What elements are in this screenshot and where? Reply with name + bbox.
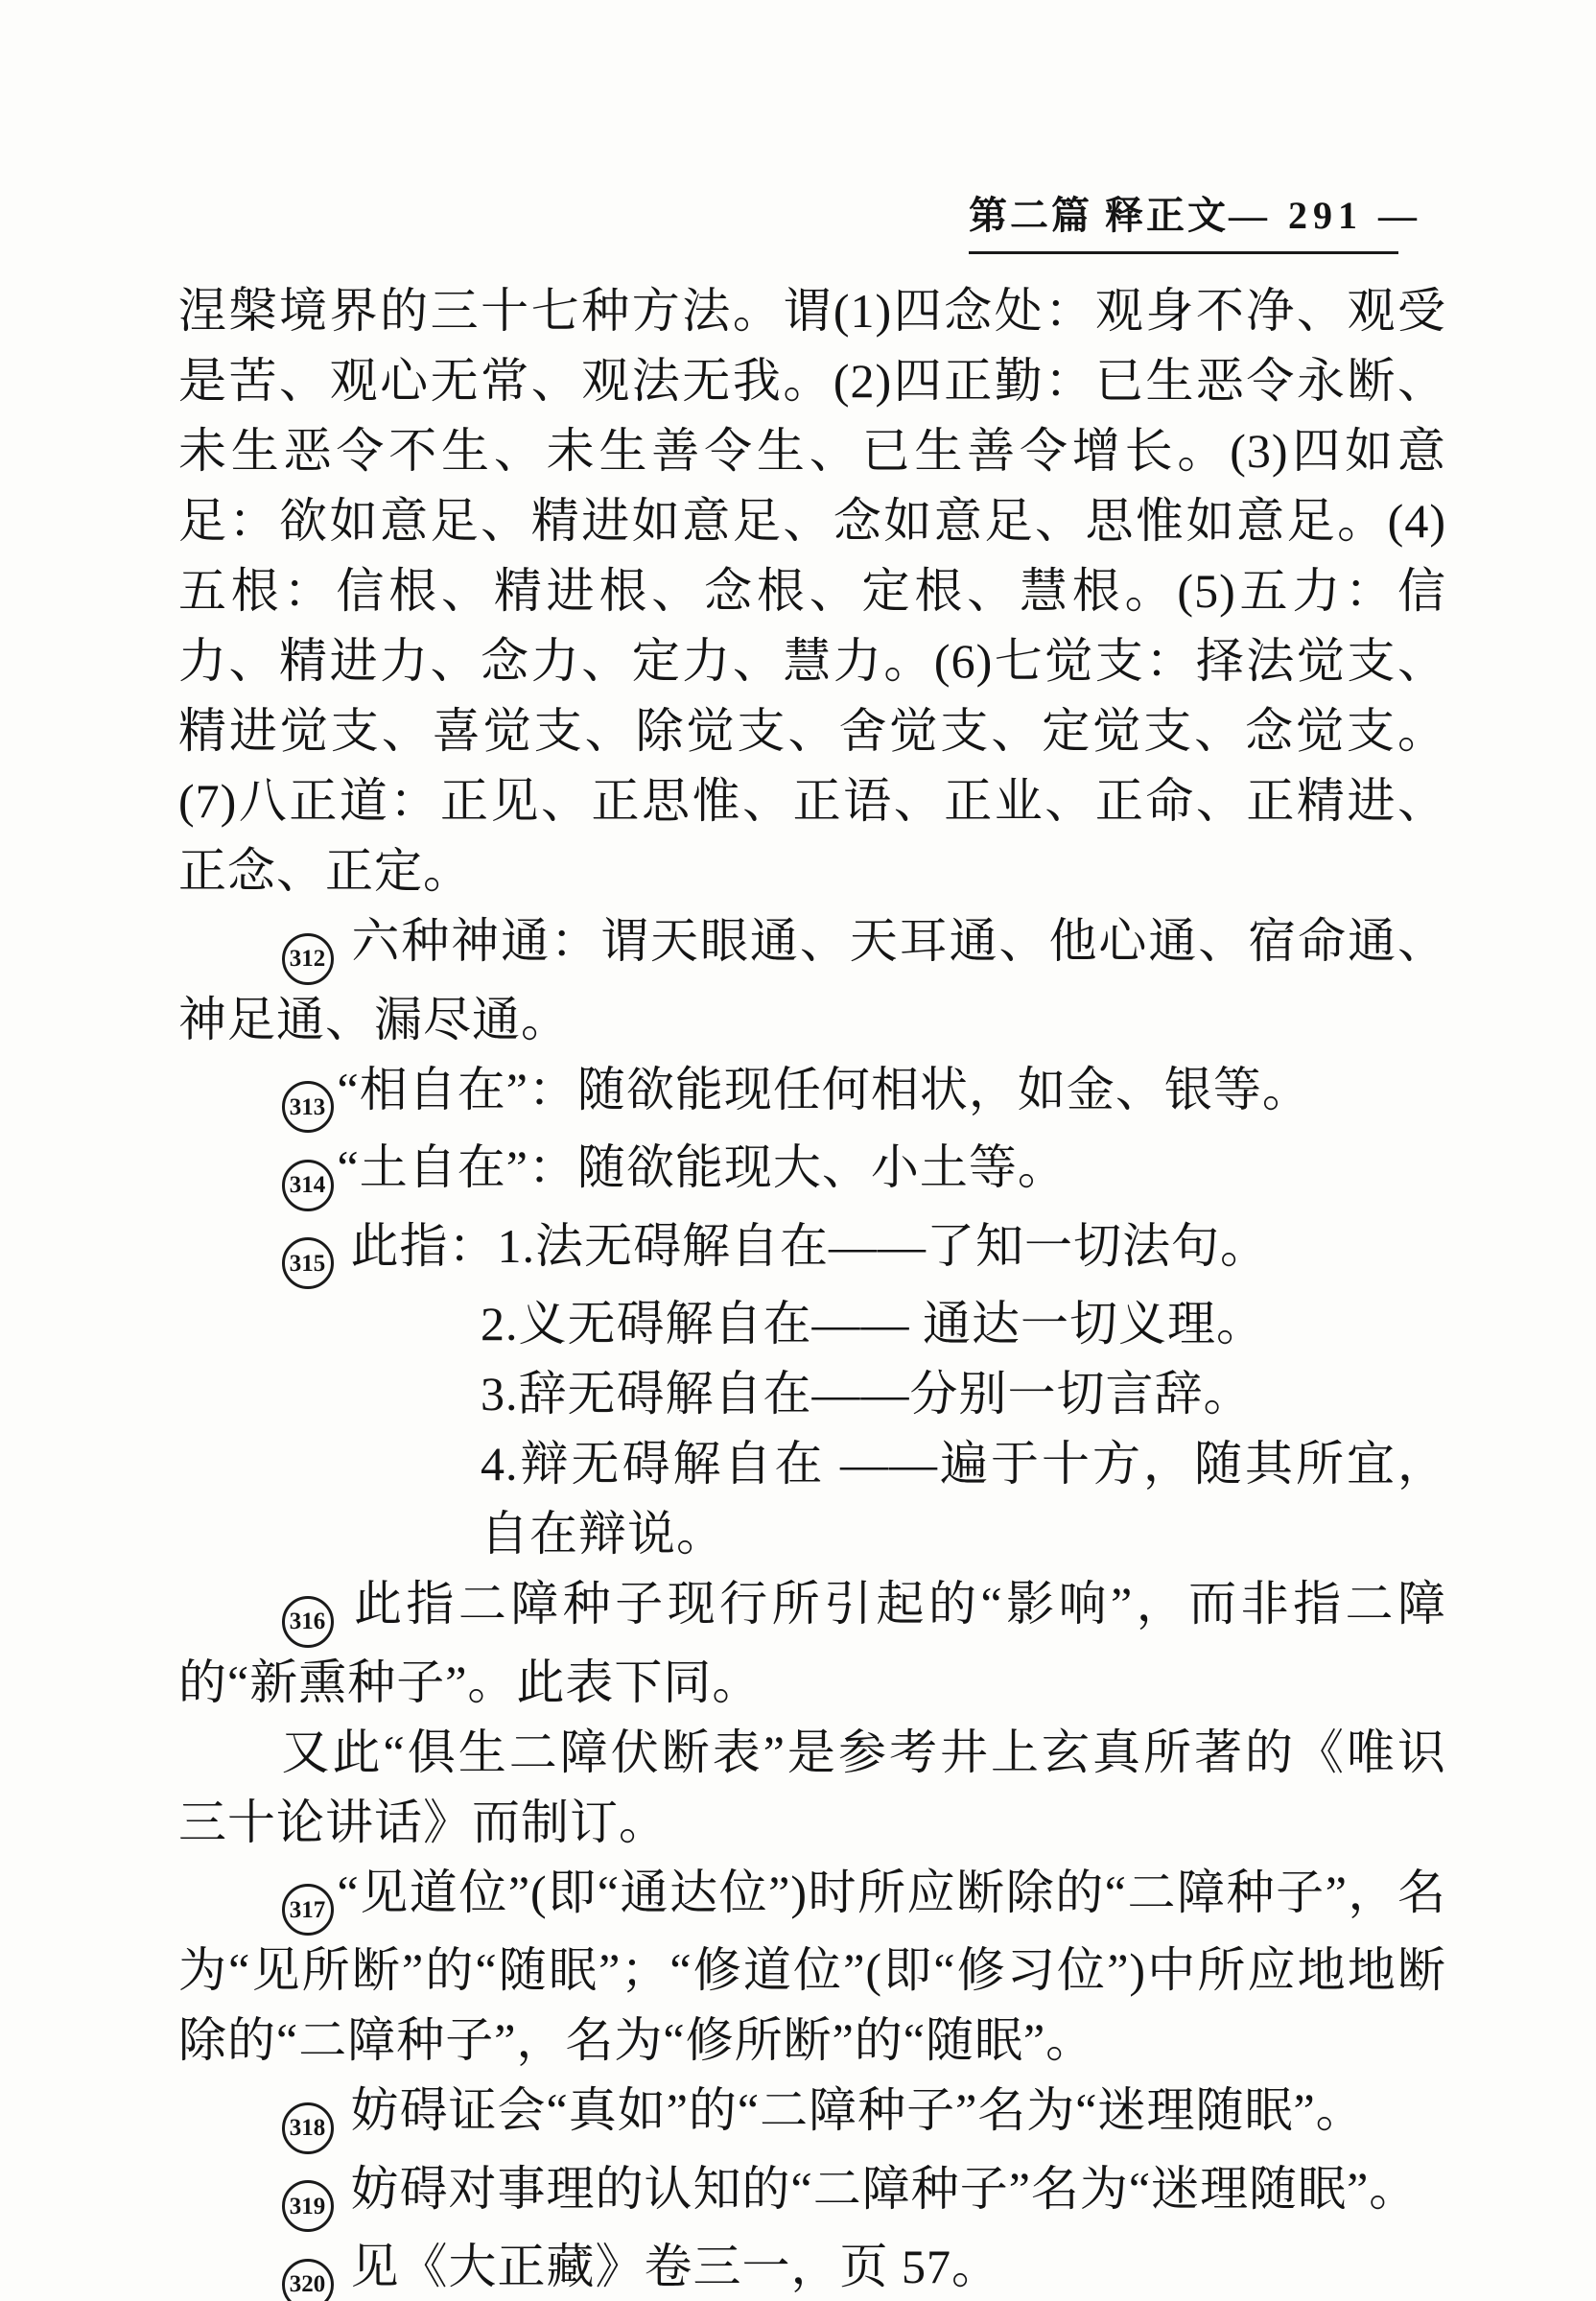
- note-marker-313-icon: 313: [282, 1081, 334, 1133]
- section-title: 第二篇 释正文: [969, 194, 1229, 237]
- note-315-item-2: 2.义无碍解自在—— 通达一切义理。: [481, 1297, 1265, 1350]
- note-320-text: 见《大正藏》卷三一，页 57。: [350, 2240, 1000, 2293]
- note-315-lead-line: [178, 1211, 1446, 1290]
- note-314: [178, 1133, 1446, 1211]
- note-318: [178, 2076, 1446, 2154]
- note-316: [178, 1569, 1446, 1718]
- note-315-item-4: 4.辩无碍解自在 ——遍于十方，随其所宜，自在辩说。: [481, 1437, 1446, 1561]
- note-317-text: “见道位”(即“通达位”)时所应断除的“二障种子”，名为“见所断”的“随眠”；“修道位”(即“修习位”)中所应地地断除的“二障种子”，名为“修所断”的“随眠”。: [178, 1865, 1446, 2067]
- note-marker-317-icon: 317: [282, 1884, 334, 1936]
- note-316-text: 此指二障种子现行所引起的“影响”，而非指二障的“新熏种子”。此表下同。: [178, 1577, 1446, 1709]
- note-marker-312-icon: 312: [282, 933, 334, 985]
- note-315-lead: 此指：: [350, 1218, 498, 1273]
- page-number: — 291 —: [1229, 194, 1422, 237]
- note-312-text: 六种神通：谓天眼通、天耳通、他心通、宿命通、神足通、漏尽通。: [178, 914, 1446, 1046]
- document-body: [178, 276, 1446, 2301]
- note-318-text: 妨碍证会“真如”的“二障种子”名为“迷理随眠”。: [350, 2083, 1365, 2137]
- note-319: [178, 2154, 1446, 2233]
- note-312: [178, 906, 1446, 1055]
- note-marker-314-icon: 314: [282, 1160, 334, 1211]
- note-marker-319-icon: 319: [282, 2180, 334, 2232]
- note-marker-316-icon: 316: [282, 1596, 334, 1648]
- note-314-text: “土自在”：随欲能现大、小土等。: [337, 1140, 1067, 1194]
- note-317: [178, 1858, 1446, 2077]
- note-315-item-1: 1.法无碍解自在——了知一切法句。: [497, 1218, 1269, 1273]
- note-marker-320-icon: 320: [282, 2259, 334, 2301]
- note-marker-315-icon: 315: [282, 1237, 334, 1289]
- note-315-item-3: 3.辞无碍解自在——分别一切言辞。: [481, 1367, 1253, 1421]
- note-315: [178, 1211, 1446, 1570]
- note-313: [178, 1055, 1446, 1134]
- note-marker-318-icon: 318: [282, 2102, 334, 2154]
- running-header: [969, 185, 1422, 254]
- paragraph-continuation: 涅槃境界的三十七种方法。谓(1)四念处：观身不净、观受是苦、观心无常、观法无我。(2)四正勤：已生恶令永断、未生恶令不生、未生善令生、已生善令增长。(3)四如意足：欲如意足、精进如意足、念如意足、思惟如意足。(4)五根：信根、精进根、念根、定根、慧根。(5)五力：信力、精进力、念力、定力、慧力。(6)七觉支：择法觉支、精进觉支、喜觉支、除觉支、舍觉支、定觉支、念觉支。(7)八正道：正见、正思惟、正语、正业、正命、正精进、正念、正定。: [178, 284, 1446, 898]
- note-320: [178, 2232, 1446, 2301]
- paragraph-addendum: 又此“俱生二障伏断表”是参考井上玄真所著的《唯识三十论讲话》而制订。: [178, 1725, 1446, 1849]
- note-313-text: “相自在”：随欲能现任何相状，如金、银等。: [337, 1062, 1311, 1116]
- note-319-text: 妨碍对事理的认知的“二障种子”名为“迷理随眠”。: [350, 2161, 1419, 2216]
